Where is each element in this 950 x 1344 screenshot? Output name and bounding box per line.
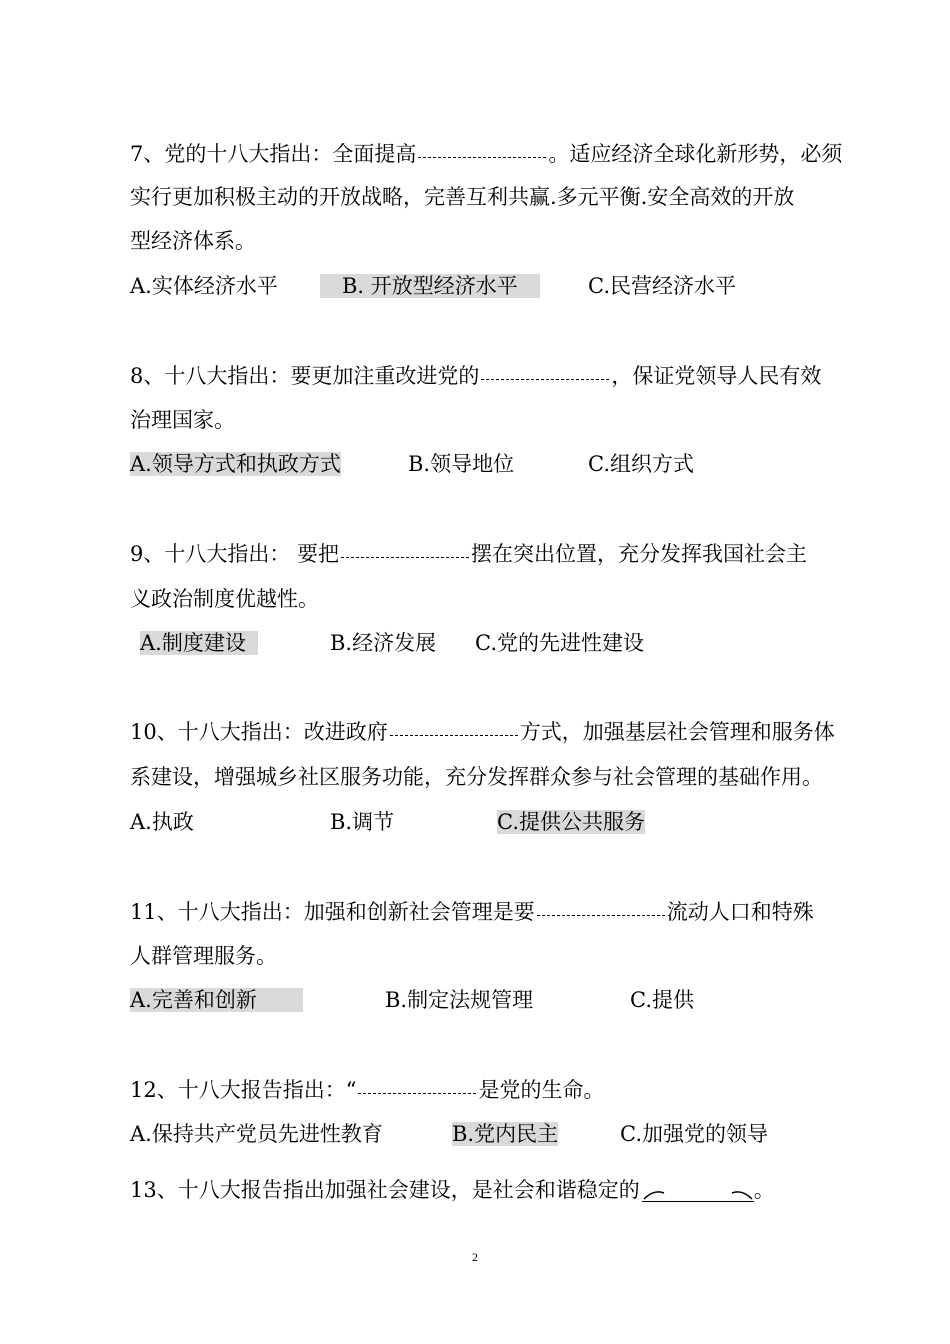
q11-blank (537, 914, 665, 916)
q12-blank (358, 1092, 476, 1094)
q9-option-b: B.经济发展 (330, 631, 437, 655)
q12-option-b: B.党内民主 (452, 1122, 559, 1146)
q7-line3: 型经济体系。 (130, 229, 256, 253)
q7-option-b: B. 开放型经济水平 (320, 274, 540, 298)
q8-option-a: A.领导方式和执政方式 (130, 452, 341, 476)
q12-option-c: C.加强党的领导 (620, 1122, 768, 1146)
q13-line1: 13、十八大报告指出加强社会建设，是社会和谐稳定的 。 (130, 1178, 775, 1202)
q10-option-a: A.执政 (130, 810, 194, 834)
page-number: 2 (472, 1250, 478, 1264)
q8-line1: 8、十八大指出：要更加注重改进党的 ，保证党领导人民有效 (130, 364, 822, 388)
q8-option-c: C.组织方式 (588, 452, 694, 476)
q10-line2: 系建设，增强城乡社区服务功能，充分发挥群众参与社会管理的基础作用。 (130, 765, 823, 789)
q11-option-a: A.完善和创新 (130, 988, 303, 1012)
q9-option-a: A.制度建设 (140, 631, 258, 655)
answer-parentheses (642, 1179, 754, 1202)
q11-line1: 11、十八大指出：加强和创新社会管理是要 流动人口和特殊 (130, 900, 814, 924)
q9-line2: 义政治制度优越性。 (130, 587, 319, 611)
q8-blank (481, 378, 609, 380)
q8-line2: 治理国家。 (130, 408, 235, 432)
q7-blank (418, 156, 546, 158)
q10-option-c: C.提供公共服务 (497, 810, 645, 834)
q12-option-a: A.保持共产党员先进性教育 (130, 1122, 383, 1146)
q11-option-b: B.制定法规管理 (385, 988, 534, 1012)
q10-line1: 10、十八大指出：改进政府 方式，加强基层社会管理和服务体 (130, 720, 835, 744)
q9-line1: 9、十八大指出： 要把 摆在突出位置，充分发挥我国社会主 (130, 542, 808, 566)
q12-line1: 12、十八大报告指出：“ 是党的生命。 (130, 1078, 605, 1102)
q10-blank (390, 734, 518, 736)
q10-option-b: B.调节 (330, 810, 395, 834)
q7-option-c: C.民营经济水平 (588, 274, 736, 298)
q7-option-a: A.实体经济水平 (130, 274, 278, 298)
q11-option-c: C.提供 (630, 988, 694, 1012)
q11-line2: 人群管理服务。 (130, 944, 277, 968)
q7-line1: 7、党的十八大指出：全面提高 。适应经济全球化新形势，必须 (130, 142, 843, 166)
q9-option-c: C.党的先进性建设 (475, 631, 644, 655)
q8-option-b: B.领导地位 (408, 452, 515, 476)
q7-line2: 实行更加积极主动的开放战略，完善互利共赢.多元平衡.安全高效的开放 (130, 185, 795, 209)
q9-blank (341, 556, 469, 558)
